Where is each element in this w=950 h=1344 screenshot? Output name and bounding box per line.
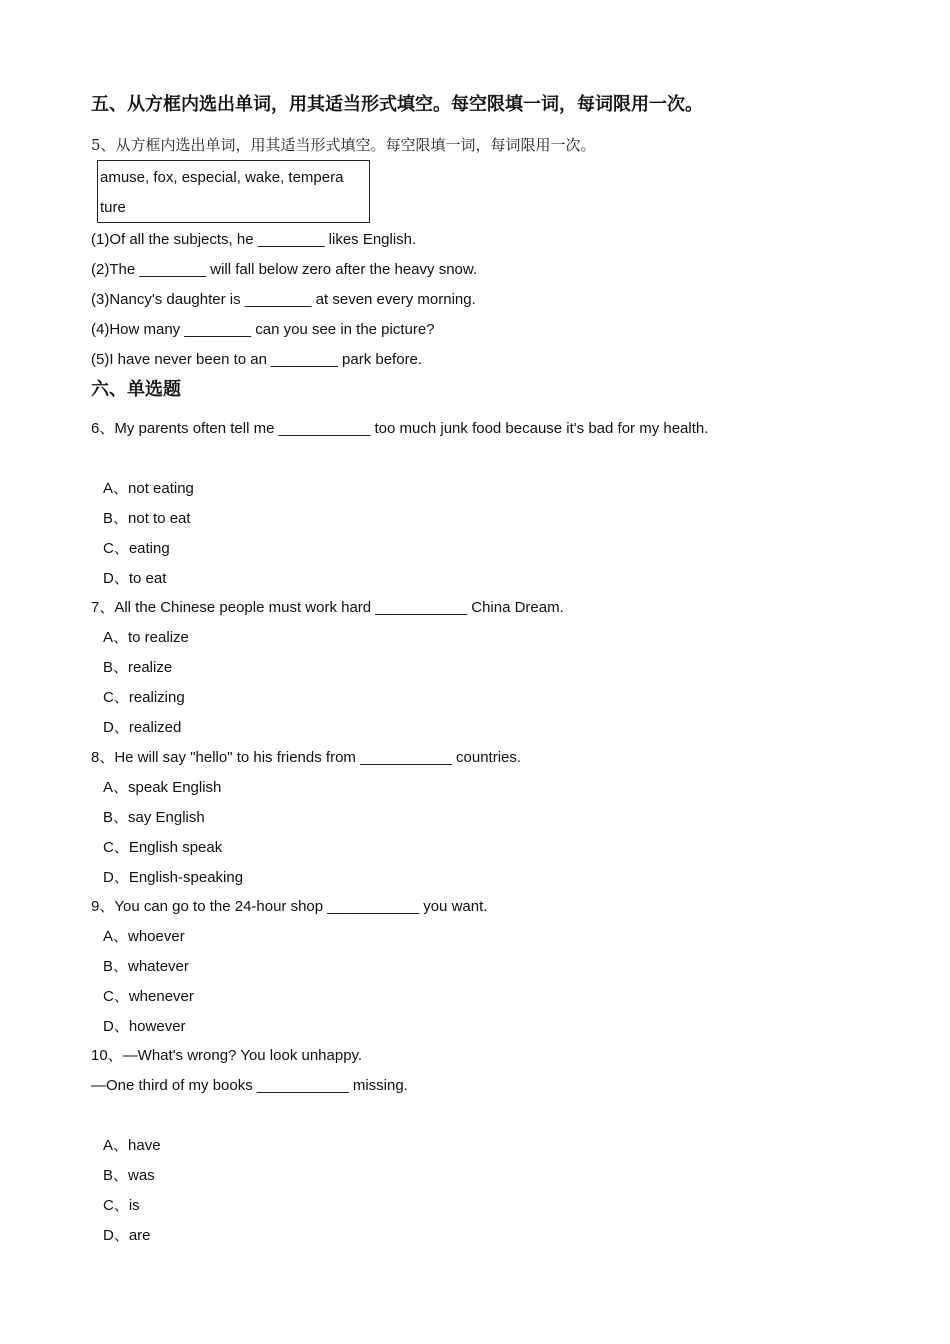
word-box-line-2: ture (100, 199, 126, 216)
word-box (97, 160, 370, 223)
question-9-stem: 9、You can go to the 24-hour shop ___________ you want. (91, 898, 488, 915)
fill-item-2: (2)The ________ will fall below zero after the heavy snow. (91, 261, 478, 278)
question-8-option-d[interactable]: D、English-speaking (103, 869, 244, 886)
section-6-title: 六、单选题 (91, 379, 181, 400)
fill-item-3: (3)Nancy's daughter is ________ at seven every morning. (91, 291, 476, 308)
question-10-option-a[interactable]: A、have (103, 1137, 161, 1154)
question-10-stem: 10、—What's wrong? You look unhappy. (91, 1047, 363, 1064)
fill-item-5: (5)I have never been to an ________ park before. (91, 351, 423, 368)
question-10-option-d[interactable]: D、are (103, 1227, 151, 1244)
question-10-option-b[interactable]: B、was (103, 1167, 155, 1184)
fill-item-4: (4)How many ________ can you see in the picture? (91, 321, 435, 338)
question-9-option-d[interactable]: D、however (103, 1018, 186, 1035)
question-9-option-c[interactable]: C、whenever (103, 988, 194, 1005)
question-8-option-c[interactable]: C、English speak (103, 839, 223, 856)
question-9-option-b[interactable]: B、whatever (103, 958, 189, 975)
question-6-option-a[interactable]: A、not eating (103, 480, 194, 497)
word-box-line-1: amuse, fox, especial, wake, tempera (100, 169, 344, 186)
question-7-option-c[interactable]: C、realizing (103, 689, 185, 706)
question-8-stem: 8、He will say "hello" to his friends from ___________ countries. (91, 749, 522, 766)
question-6-stem: 6、My parents often tell me ___________ too much junk food because it's bad for my health. (91, 420, 709, 437)
question-6-option-c[interactable]: C、eating (103, 540, 170, 557)
question-7-option-b[interactable]: B、realize (103, 659, 173, 676)
question-8-option-a[interactable]: A、speak English (103, 779, 222, 796)
fill-item-1: (1)Of all the subjects, he ________ likes English. (91, 231, 417, 248)
question-10-stem-reply: —One third of my books ___________ missing. (91, 1077, 408, 1094)
section-5-instruction: 5、从方框内选出单词，用其适当形式填空。每空限填一词，每词限用一次。 (91, 136, 596, 154)
question-7-stem: 7、All the Chinese people must work hard ___________ China Dream. (91, 599, 564, 616)
section-5-title: 五、从方框内选出单词，用其适当形式填空。每空限填一词，每词限用一次。 (91, 94, 703, 115)
question-10-option-c[interactable]: C、is (103, 1197, 140, 1214)
question-7-option-d[interactable]: D、realized (103, 719, 182, 736)
question-9-option-a[interactable]: A、whoever (103, 928, 185, 945)
question-6-option-d[interactable]: D、to eat (103, 570, 167, 587)
question-7-option-a[interactable]: A、to realize (103, 629, 189, 646)
question-6-option-b[interactable]: B、not to eat (103, 510, 191, 527)
question-8-option-b[interactable]: B、say English (103, 809, 205, 826)
